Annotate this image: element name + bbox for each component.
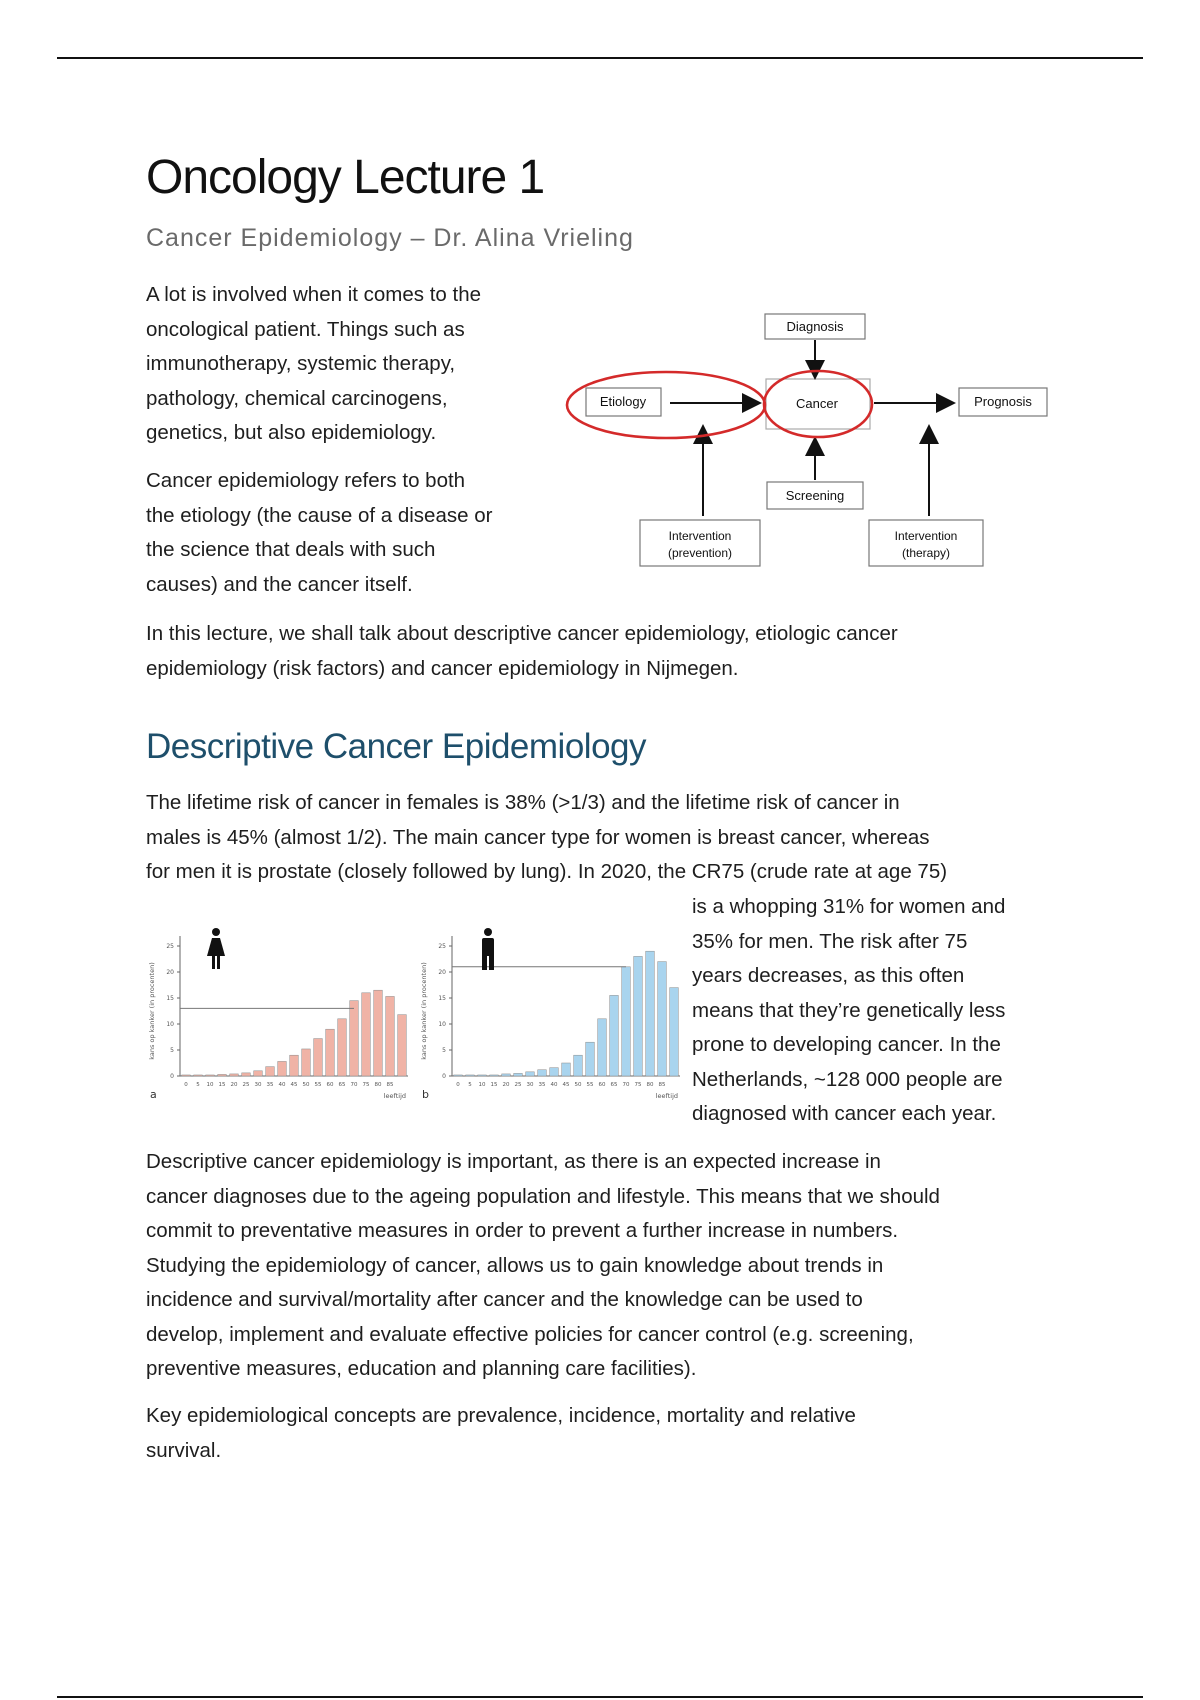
chart-xtick-label: 25 bbox=[242, 1082, 250, 1088]
etiology-diagram bbox=[562, 298, 1062, 583]
chart-xtick-label: 50 bbox=[302, 1082, 310, 1088]
chart-ylabel: kans op kanker (in procenten) bbox=[420, 962, 428, 1060]
chart-bar bbox=[490, 1075, 499, 1076]
chart-bar bbox=[398, 1015, 407, 1076]
chart-bar bbox=[646, 951, 655, 1076]
chart-xtick-label: 70 bbox=[622, 1082, 630, 1088]
chart-xtick-label: 0 bbox=[184, 1082, 188, 1088]
chart-xtick-label: 10 bbox=[478, 1082, 486, 1088]
top-rule bbox=[57, 57, 1143, 59]
chart-bar bbox=[218, 1074, 227, 1076]
chart-xtick-label: 20 bbox=[502, 1082, 510, 1088]
chart-xtick-label: 80 bbox=[374, 1082, 382, 1088]
chart-panel-label: b bbox=[422, 1088, 429, 1101]
chart-bar bbox=[598, 1019, 607, 1076]
chart-xtick-label: 60 bbox=[598, 1082, 606, 1088]
chart-ytick-label: 0 bbox=[170, 1073, 174, 1080]
chart-ytick-label: 10 bbox=[438, 1021, 446, 1028]
intervention-therapy-label-2: (therapy) bbox=[901, 546, 951, 560]
chart-bar bbox=[514, 1073, 523, 1076]
chart-xtick-label: 35 bbox=[266, 1082, 274, 1088]
screening-label: Screening bbox=[785, 488, 845, 503]
chart-bar bbox=[242, 1073, 251, 1076]
chart-ytick-label: 20 bbox=[166, 969, 174, 976]
chart-xlabel: leeftijd bbox=[655, 1092, 678, 1100]
chart-ytick-label: 10 bbox=[166, 1021, 174, 1028]
intro-paragraph-2: Cancer epidemiology refers to both the etiology (the cause of a disease or the science that deals with such causes) and the cancer itself. bbox=[146, 469, 493, 596]
chart-xtick-label: 55 bbox=[586, 1082, 594, 1088]
chart-bar bbox=[574, 1055, 583, 1076]
chart-bar bbox=[658, 962, 667, 1076]
diagnosis-label: Diagnosis bbox=[786, 319, 844, 334]
page-title: Oncology Lecture 1 bbox=[146, 151, 545, 204]
chart-bar bbox=[314, 1039, 323, 1076]
chart-xtick-label: 30 bbox=[254, 1082, 262, 1088]
chart-bar bbox=[526, 1072, 535, 1076]
chart-ytick-label: 5 bbox=[442, 1047, 446, 1054]
chart-xtick-label: 45 bbox=[562, 1082, 570, 1088]
chart-xtick-label: 10 bbox=[206, 1082, 214, 1088]
chart-ytick-label: 25 bbox=[438, 943, 446, 950]
chart-xtick-label: 80 bbox=[646, 1082, 654, 1088]
chart-bar bbox=[466, 1075, 475, 1076]
chart-bar bbox=[254, 1071, 263, 1076]
chart-ytick-label: 0 bbox=[442, 1073, 446, 1080]
chart-xtick-label: 0 bbox=[456, 1082, 460, 1088]
chart-xtick-label: 85 bbox=[658, 1082, 666, 1088]
chart-bar bbox=[230, 1074, 239, 1076]
section-heading: Descriptive Cancer Epidemiology bbox=[146, 727, 646, 766]
chart-ytick-label: 20 bbox=[438, 969, 446, 976]
chart-bar bbox=[326, 1029, 335, 1076]
chart-xtick-label: 65 bbox=[610, 1082, 618, 1088]
section-paragraph-1: The lifetime risk of cancer in females is 38% (>1/3) and the lifetime risk of cancer in males is 45% (almost 1/2). The main cancer type for women is breast cancer, whereas for men it is prostate (closely followed by lung). In 2020, the CR75 (crude rate at age 75) bbox=[146, 791, 948, 883]
chart-bar bbox=[386, 996, 395, 1076]
chart-bar bbox=[302, 1049, 311, 1076]
chart-xtick-label: 35 bbox=[538, 1082, 546, 1088]
chart-bar bbox=[374, 990, 383, 1076]
chart-bar bbox=[362, 993, 371, 1076]
male-lifetime-risk-chart bbox=[418, 918, 688, 1123]
chart-bar bbox=[670, 988, 679, 1076]
chart-bar bbox=[562, 1063, 571, 1076]
cancer-label: Cancer bbox=[796, 396, 838, 411]
chart-ytick-label: 15 bbox=[166, 995, 174, 1002]
chart-ytick-label: 25 bbox=[166, 943, 174, 950]
chart-xtick-label: 20 bbox=[230, 1082, 238, 1088]
chart-xtick-label: 5 bbox=[468, 1082, 472, 1088]
chart-xtick-label: 40 bbox=[278, 1082, 286, 1088]
chart-bar bbox=[454, 1075, 463, 1076]
chart-xtick-label: 65 bbox=[338, 1082, 346, 1088]
chart-bar bbox=[266, 1067, 275, 1076]
intro-paragraph-3: In this lecture, we shall talk about descriptive cancer epidemiology, etiologic cancer epidemiology (risk factors) and cancer epidemiology in Nijmegen. bbox=[146, 622, 898, 680]
chart-xtick-label: 40 bbox=[550, 1082, 558, 1088]
female-person-icon bbox=[207, 928, 225, 969]
chart-bar bbox=[182, 1075, 191, 1076]
chart-bar bbox=[194, 1075, 203, 1076]
section-paragraph-2: Descriptive cancer epidemiology is important, as there is an expected increase in cancer diagnoses due to the ageing population and lifestyle. This means that we should commit to preventative measures in order to prevent a further increase in numbers. Studying the epidemiology of cancer, allows us to gain knowledge about trends in incidence and survival/mortality after cancer and the knowledge can be used to develop, implement and evaluate effective policies for cancer control (e.g. screening, preventive measures, education and planning care facilities). bbox=[146, 1150, 940, 1380]
chart-xtick-label: 50 bbox=[574, 1082, 582, 1088]
chart-bar bbox=[478, 1075, 487, 1076]
female-lifetime-risk-chart bbox=[146, 918, 416, 1123]
chart-xtick-label: 85 bbox=[386, 1082, 394, 1088]
chart-bar bbox=[586, 1042, 595, 1076]
chart-xtick-label: 70 bbox=[350, 1082, 358, 1088]
chart-xlabel: leeftijd bbox=[383, 1092, 406, 1100]
chart-bar bbox=[502, 1074, 511, 1076]
chart-panel-label: a bbox=[150, 1088, 157, 1101]
chart-bar bbox=[634, 956, 643, 1076]
page-subtitle: Cancer Epidemiology – Dr. Alina Vrieling bbox=[146, 224, 634, 252]
intervention-prevention-label-2: (prevention) bbox=[667, 546, 733, 560]
chart-bar bbox=[622, 967, 631, 1076]
chart-xtick-label: 75 bbox=[362, 1082, 370, 1088]
chart-bar bbox=[610, 995, 619, 1076]
chart-xtick-label: 30 bbox=[526, 1082, 534, 1088]
chart-xtick-label: 15 bbox=[490, 1082, 498, 1088]
chart-xtick-label: 15 bbox=[218, 1082, 226, 1088]
intervention-prevention-label-1: Intervention bbox=[668, 529, 732, 543]
chart-bar bbox=[350, 1001, 359, 1076]
section-paragraph-3: Key epidemiological concepts are prevalence, incidence, mortality and relative survival. bbox=[146, 1404, 856, 1462]
chart-ytick-label: 15 bbox=[438, 995, 446, 1002]
bottom-rule bbox=[57, 1696, 1143, 1698]
male-person-icon bbox=[482, 928, 494, 970]
chart-xtick-label: 75 bbox=[634, 1082, 642, 1088]
section-paragraph-1-wrap: is a whopping 31% for women and 35% for men. The risk after 75 years decreases, as this often means that they’re genetically less prone to developing cancer. In the Netherlands, ~128 000 people are diagnosed with cancer each year. bbox=[692, 895, 1006, 1125]
chart-bar bbox=[550, 1068, 559, 1076]
chart-bar bbox=[538, 1070, 547, 1076]
chart-xtick-label: 55 bbox=[314, 1082, 322, 1088]
chart-xtick-label: 60 bbox=[326, 1082, 334, 1088]
chart-ytick-label: 5 bbox=[170, 1047, 174, 1054]
chart-bar bbox=[206, 1075, 215, 1076]
chart-bar bbox=[338, 1019, 347, 1076]
chart-xtick-label: 25 bbox=[514, 1082, 522, 1088]
chart-bar bbox=[278, 1061, 287, 1076]
chart-xtick-label: 5 bbox=[196, 1082, 200, 1088]
intervention-therapy-label-1: Intervention bbox=[894, 529, 958, 543]
intro-paragraph-1: A lot is involved when it comes to the oncological patient. Things such as immunotherapy, systemic therapy, pathology, chemical carcinogens, genetics, but also epidemiology. bbox=[146, 283, 482, 444]
prognosis-label: Prognosis bbox=[974, 394, 1032, 409]
chart-bar bbox=[290, 1055, 299, 1076]
chart-ylabel: kans op kanker (in procenten) bbox=[148, 962, 156, 1060]
chart-xtick-label: 45 bbox=[290, 1082, 298, 1088]
etiology-label: Etiology bbox=[599, 394, 647, 409]
